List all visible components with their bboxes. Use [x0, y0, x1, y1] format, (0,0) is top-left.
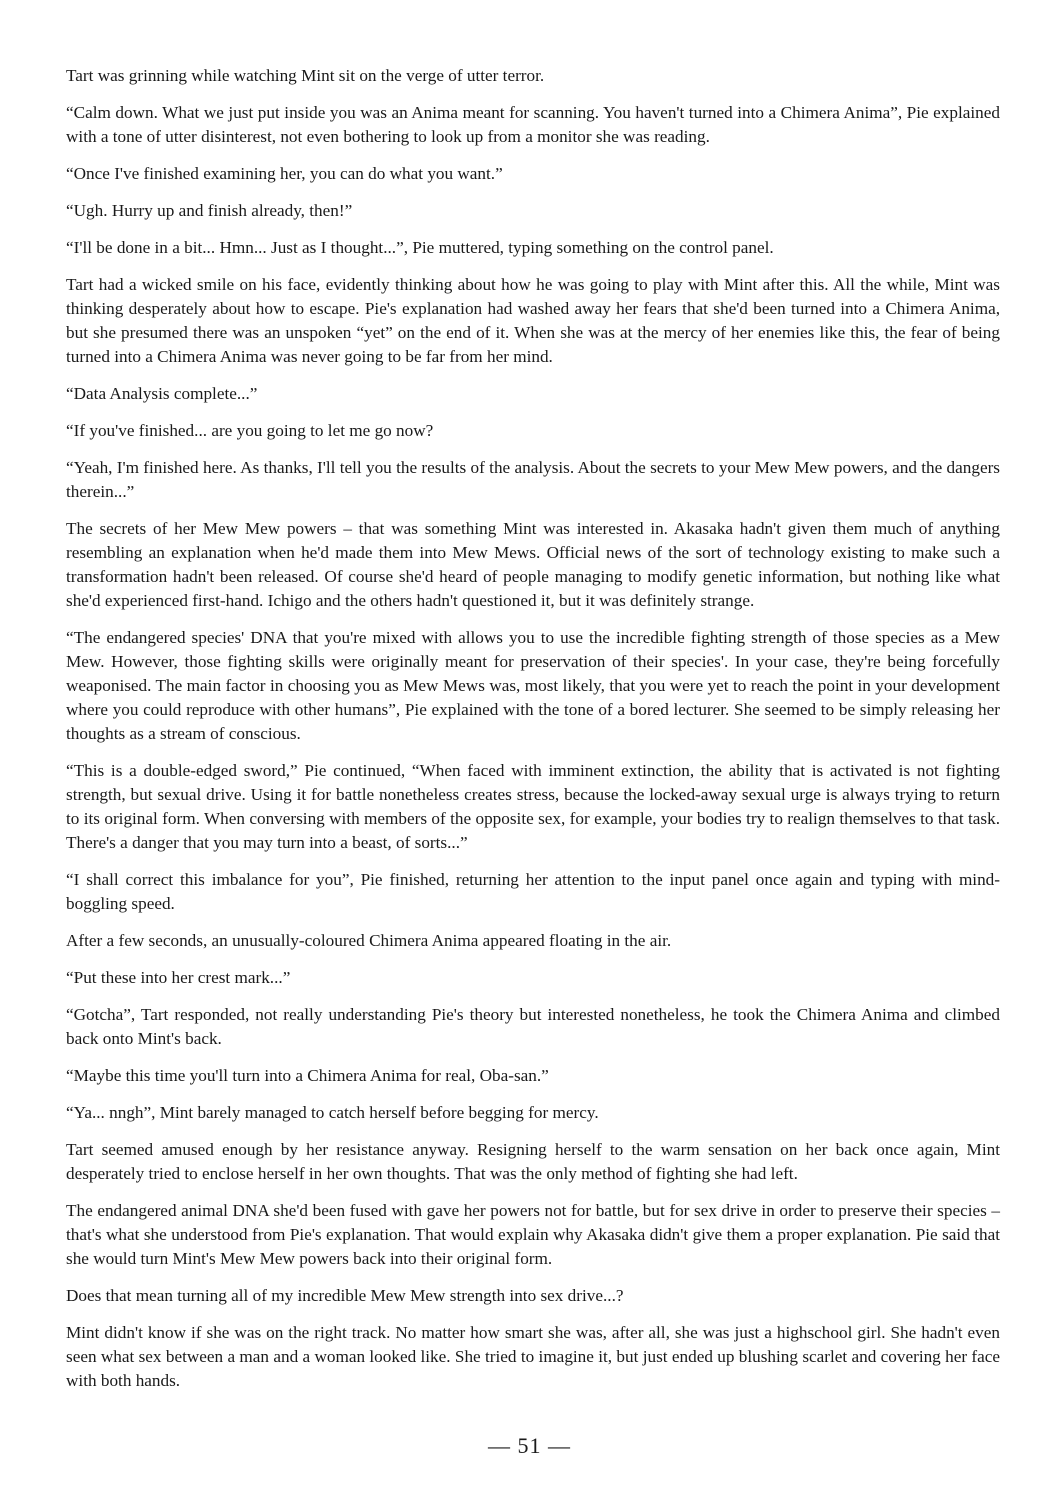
page-body [66, 64, 1000, 1406]
page-number: ― 51 ― [488, 1433, 571, 1458]
paragraph: “Gotcha”, Tart responded, not really understanding Pie's theory but interested nonetheless, he took the Chimera Anima and climbed back onto Mint's back. [66, 1005, 1000, 1048]
paragraph: “Ugh. Hurry up and finish already, then!” [66, 201, 353, 220]
paragraph: After a few seconds, an unusually-coloured Chimera Anima appeared floating in the air. [66, 931, 672, 950]
paragraph: “The endangered species' DNA that you're mixed with allows you to use the incredible fighting strength of those species as a Mew Mew. However, those fighting skills were originally meant for preservation of their species'. In your case, they're being forcefully weaponised. The main factor in choosing you as Mew Mews was, most likely, that you were yet to reach the point in your development where you could reproduce with other humans”, Pie explained with the tone of a bored lecturer. She seemed to be simply releasing her thoughts as a stream of conscious. [66, 628, 1000, 743]
paragraph: Tart was grinning while watching Mint sit on the verge of utter terror. [66, 66, 545, 85]
paragraph: “Maybe this time you'll turn into a Chimera Anima for real, Oba-san.” [66, 1066, 549, 1085]
paragraph: “I'll be done in a bit... Hmn... Just as I thought...”, Pie muttered, typing something on the control panel. [66, 238, 774, 257]
paragraph: Mint didn't know if she was on the right track. No matter how smart she was, after all, she was just a highschool girl. She hadn't even seen what sex between a man and a woman looked like. She tried to imagine it, but just ended up blushing scarlet and covering her face with both hands. [66, 1323, 1000, 1390]
paragraph: “This is a double-edged sword,” Pie continued, “When faced with imminent extinction, the ability that is activated is not fighting strength, but sexual drive. Using it for battle nonetheless creates stress, because the locked-away sexual urge is always trying to return to its original form. When conversing with members of the opposite sex, for example, your bodies try to realign themselves to that task. There's a danger that you may turn into a beast, of sorts...” [66, 761, 1000, 852]
paragraph: “Put these into her crest mark...” [66, 968, 291, 987]
paragraph: “If you've finished... are you going to let me go now? [66, 421, 434, 440]
paragraph: “I shall correct this imbalance for you”, Pie finished, returning her attention to the input panel once again and typing with mind-boggling speed. [66, 870, 1000, 913]
paragraph: “Calm down. What we just put inside you was an Anima meant for scanning. You haven't turned into a Chimera Anima”, Pie explained with a tone of utter disinterest, not even bothering to look up from a monitor she was reading. [66, 103, 1000, 146]
paragraph: Tart seemed amused enough by her resistance anyway. Resigning herself to the warm sensation on her back once again, Mint desperately tried to enclose herself in her own thoughts. That was the only method of fighting she had left. [66, 1140, 1000, 1183]
paragraph: “Yeah, I'm finished here. As thanks, I'll tell you the results of the analysis. About the secrets to your Mew Mew powers, and the dangers therein...” [66, 458, 1000, 501]
paragraph: “Ya... nngh”, Mint barely managed to catch herself before begging for mercy. [66, 1103, 599, 1122]
paragraph: Does that mean turning all of my incredible Mew Mew strength into sex drive...? [66, 1286, 624, 1305]
paragraph: “Once I've finished examining her, you can do what you want.” [66, 164, 503, 183]
paragraph: The secrets of her Mew Mew powers – that was something Mint was interested in. Akasaka hadn't given them much of anything resembling an explanation when he'd made them into Mew Mews. Official news of the sort of technology existing to make such a transformation hadn't been released. Of course she'd heard of people managing to modify genetic information, but nothing like what she'd experienced first-hand. Ichigo and the others hadn't questioned it, but it was definitely strange. [66, 519, 1000, 610]
paragraph: Tart had a wicked smile on his face, evidently thinking about how he was going to play with Mint after this. All the while, Mint was thinking desperately about how to escape. Pie's explanation had washed away her fears that she'd been turned into a Chimera Anima, but she presumed there was an unspoken “yet” on the end of it. When she was at the mercy of her enemies like this, the fear of being turned into a Chimera Anima was never going to be far from her mind. [66, 275, 1000, 366]
paragraph: The endangered animal DNA she'd been fused with gave her powers not for battle, but for sex drive in order to preserve their species – that's what she understood from Pie's explanation. That would explain why Akasaka didn't give them a proper explanation. Pie said that she would turn Mint's Mew Mew powers back into their original form. [66, 1201, 1000, 1268]
paragraph: “Data Analysis complete...” [66, 384, 258, 403]
